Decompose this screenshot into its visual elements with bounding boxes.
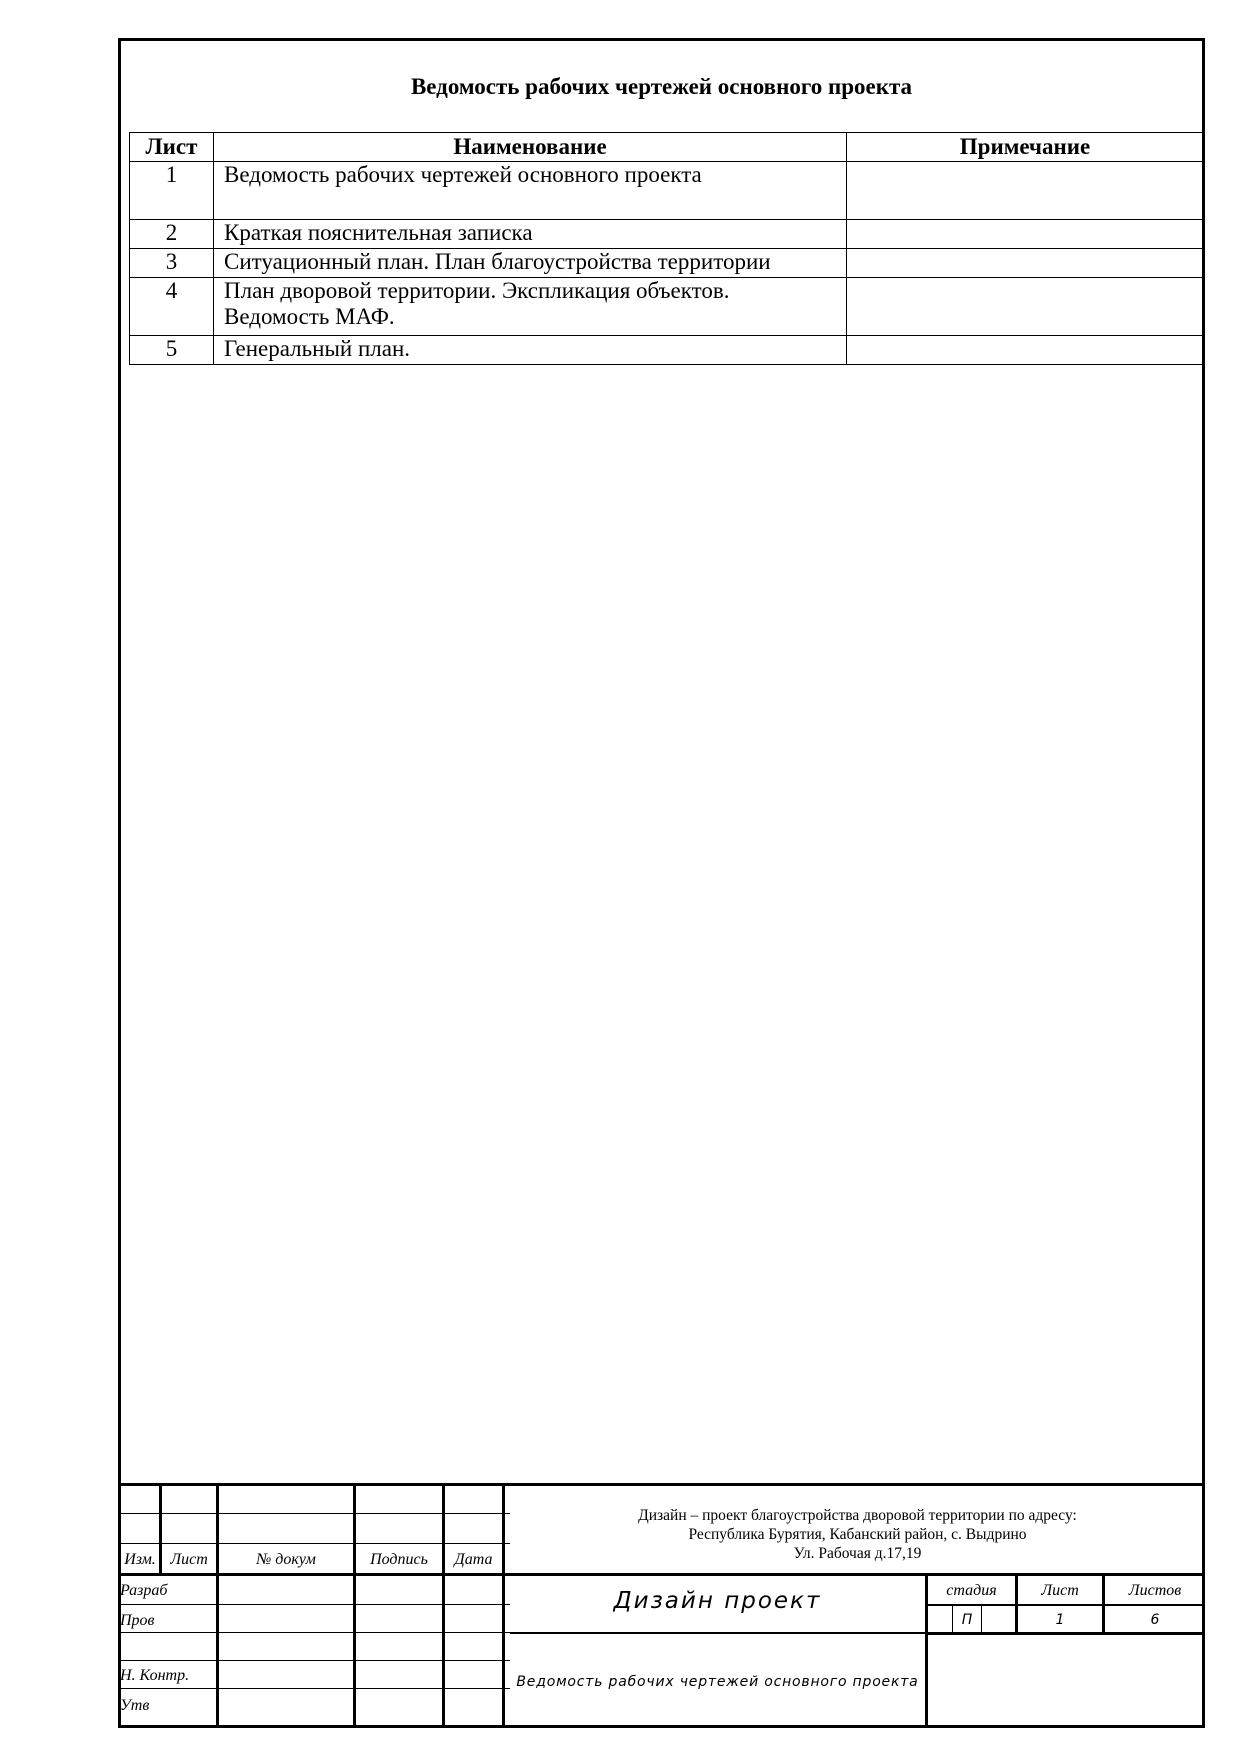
row-name: Краткая пояснительная записка [214,220,847,249]
tb-line [118,1632,510,1633]
row-note [847,249,1204,278]
table-row [130,220,1204,249]
tb-line [353,1483,356,1728]
tb-line [118,1483,1205,1486]
row-name-line: План дворовой территории. Экспликация объектов. [224,278,730,303]
tb-line [925,1604,1205,1606]
sheets-value: 6 [1150,1612,1160,1628]
tb-line [118,1573,1205,1576]
sheets-label: Листов [1128,1582,1182,1599]
col-label-izm: Изм. [124,1551,156,1568]
col-label-date: Дата [454,1551,493,1568]
table-header-row [130,133,1204,162]
tb-line [118,1543,510,1544]
row-note [847,278,1204,336]
tb-line [118,1688,510,1689]
row-name-line: Ведомость МАФ. [224,304,395,329]
row-name [214,278,847,336]
address-line: Республика Бурятия, Кабанский район, с. Выдрино [688,1526,1027,1543]
tb-line [502,1483,505,1728]
tb-line [216,1483,219,1728]
address-line: Ул. Рабочая д.17,19 [793,1545,922,1562]
tb-line [925,1632,1205,1635]
role-developer: Разраб [120,1582,168,1599]
title-block [118,1483,1205,1728]
role-norm-control: Н. Контр. [120,1667,190,1684]
drawings-register-table [129,132,1204,365]
stage-label: стадия [946,1582,997,1599]
table-row [130,278,1204,336]
tb-line [981,1604,982,1634]
row-sheet-number: 2 [130,220,214,249]
sheet-value: 1 [1055,1612,1065,1628]
sheet-label: Лист [1041,1582,1079,1599]
row-name: Генеральный план. [214,336,847,365]
row-sheet-number: 4 [130,278,214,336]
tb-line [510,1632,925,1634]
row-sheet-number: 5 [130,336,214,365]
row-note [847,336,1204,365]
header-sheet: Лист [130,133,214,162]
row-name: Ситуационный план. План благоустройства территории [214,249,847,278]
table-row [130,249,1204,278]
header-name: Наименование [214,133,847,162]
tb-line [442,1483,445,1728]
row-sheet-number: 3 [130,249,214,278]
row-note [847,162,1204,220]
row-note [847,220,1204,249]
tb-line [118,1604,510,1605]
header-note: Примечание [847,133,1204,162]
page-title: Ведомость рабочих чертежей основного проекта [410,74,913,99]
tb-line [118,1513,510,1514]
table-row [130,336,1204,365]
project-name: Дизайн проект [613,1588,822,1614]
role-approve: Утв [120,1697,150,1714]
address-line: Дизайн – проект благоустройства дворовой территории по адресу: [638,1507,1077,1524]
table-row [130,162,1204,220]
role-checker: Пров [120,1612,155,1629]
project-address [510,1506,1205,1563]
col-label-list: Лист [170,1551,208,1568]
col-label-doc-no: № докум [256,1551,316,1568]
sheet-name: Ведомость рабочих чертежей основного проекта [516,1674,919,1690]
row-sheet-number: 1 [130,162,214,220]
stage-value: П [961,1612,973,1628]
row-name: Ведомость рабочих чертежей основного проекта [214,162,847,220]
tb-line [118,1660,510,1661]
col-label-sign: Подпись [370,1551,428,1568]
